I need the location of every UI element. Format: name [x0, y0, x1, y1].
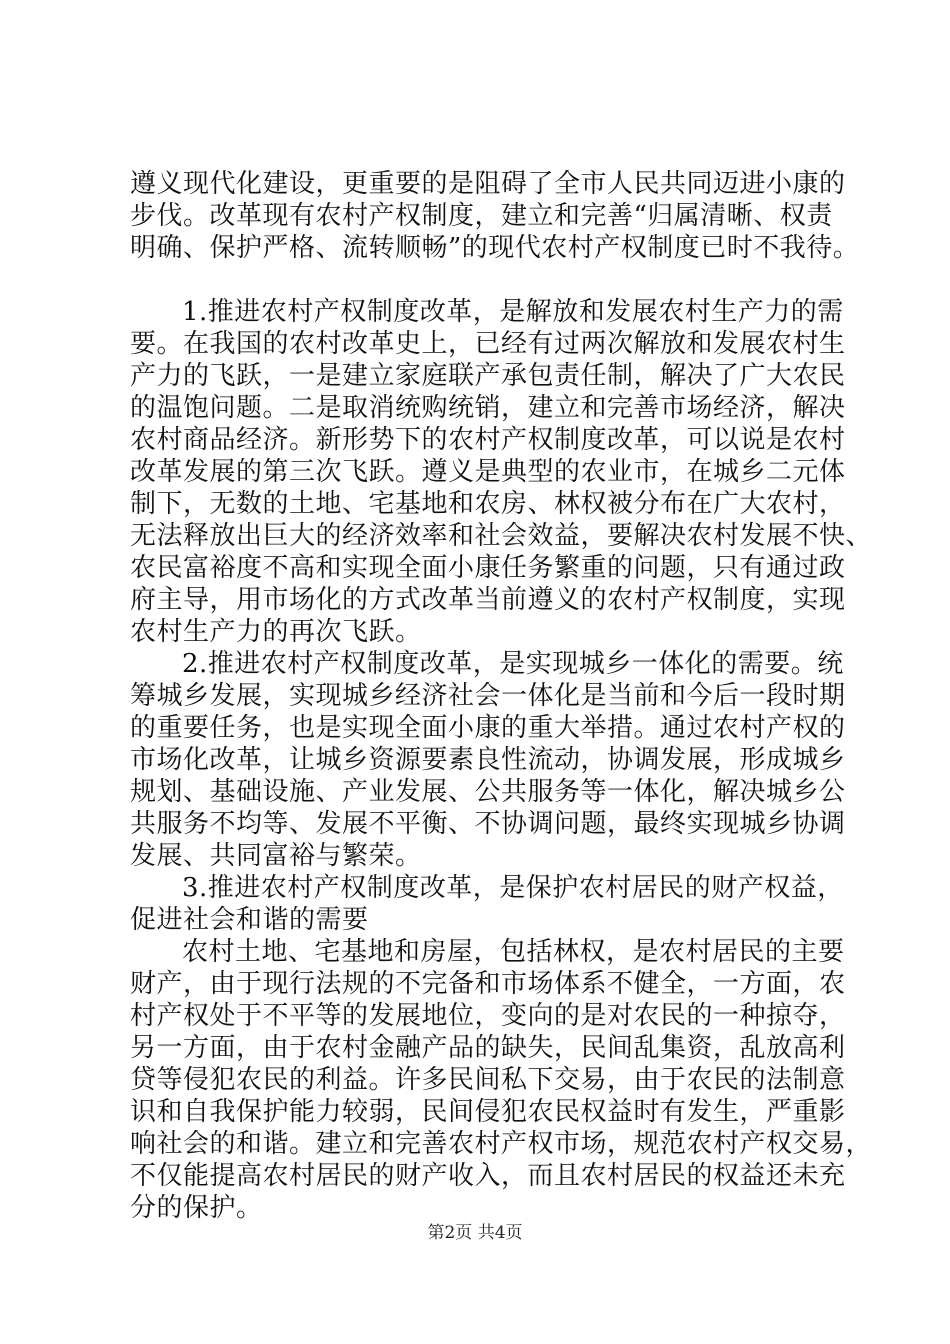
text-line: 遵义现代化建设，更重要的是阻碍了全市人民共同迈进小康的: [130, 169, 846, 199]
text-line: 产力的飞跃，一是建立家庭联产承包责任制，解决了广大农民: [130, 361, 846, 391]
text-line: 改革发展的第三次飞跃。遵义是典型的农业市，在城乡二元体: [130, 457, 846, 487]
text-line: 步伐。改革现有农村产权制度，建立和完善“归属清晰、权责: [130, 201, 833, 231]
text-line: 农村土地、宅基地和房屋，包括林权，是农村居民的主要: [182, 937, 845, 967]
text-line: 共服务不均等、发展不平衡、不协调问题，最终实现城乡协调: [130, 809, 846, 839]
text-line: 农村商品经济。新形势下的农村产权制度改革，可以说是农村: [130, 425, 846, 455]
text-line: 市场化改革，让城乡资源要素良性流动，协调发展，形成城乡: [130, 745, 846, 775]
text-line: 的重要任务，也是实现全面小康的重大举措。通过农村产权的: [130, 713, 846, 743]
text-line: 促进社会和谐的需要: [130, 905, 369, 935]
text-line: 贷等侵犯农民的利益。许多民间私下交易，由于农民的法制意: [130, 1065, 846, 1095]
text-line: 府主导，用市场化的方式改革当前遵义的农村产权制度，实现: [130, 585, 846, 615]
text-line: 1.推进农村产权制度改革，是解放和发展农村生产力的需: [182, 297, 844, 327]
text-line: 的温饱问题。二是取消统购统销，建立和完善市场经济，解决: [130, 393, 846, 423]
text-line: 2.推进农村产权制度改革，是实现城乡一体化的需要。统: [182, 649, 844, 679]
text-line: 发展、共同富裕与繁荣。: [130, 841, 422, 871]
text-line: 明确、保护严格、流转顺畅”的现代农村产权制度已时不我待。: [130, 233, 860, 263]
text-line: 另一方面，由于农村金融产品的缺失，民间乱集资，乱放高利: [130, 1033, 846, 1063]
text-line: 识和自我保护能力较弱，民间侵犯农民权益时有发生，严重影: [130, 1097, 846, 1127]
page-footer: 第2页 共4页: [427, 1223, 523, 1243]
text-line: 农村生产力的再次飞跃。: [130, 617, 422, 647]
text-line: 响社会的和谐。建立和完善农村产权市场，规范农村产权交易，: [130, 1129, 873, 1159]
text-line: 规划、基础设施、产业发展、公共服务等一体化，解决城乡公: [130, 777, 846, 807]
text-line: 要。在我国的农村改革史上，已经有过两次解放和发展农村生: [130, 329, 846, 359]
text-line: 村产权处于不平等的发展地位，变向的是对农民的一种掠夺，: [130, 1001, 846, 1031]
text-line: 分的保护。: [130, 1193, 263, 1223]
text-line: 无法释放出巨大的经济效率和社会效益，要解决农村发展不快、: [130, 521, 873, 551]
text-line: 3.推进农村产权制度改革，是保护农村居民的财产权益，: [182, 873, 844, 903]
text-line: 制下，无数的土地、宅基地和农房、林权被分布在广大农村，: [130, 489, 846, 519]
text-line: 不仅能提高农村居民的财产收入，而且农村居民的权益还未充: [130, 1161, 846, 1191]
text-line: 农民富裕度不高和实现全面小康任务繁重的问题，只有通过政: [130, 553, 846, 583]
text-line: 筹城乡发展，实现城乡经济社会一体化是当前和今后一段时期: [130, 681, 846, 711]
text-line: 财产，由于现行法规的不完备和市场体系不健全，一方面，农: [130, 969, 846, 999]
